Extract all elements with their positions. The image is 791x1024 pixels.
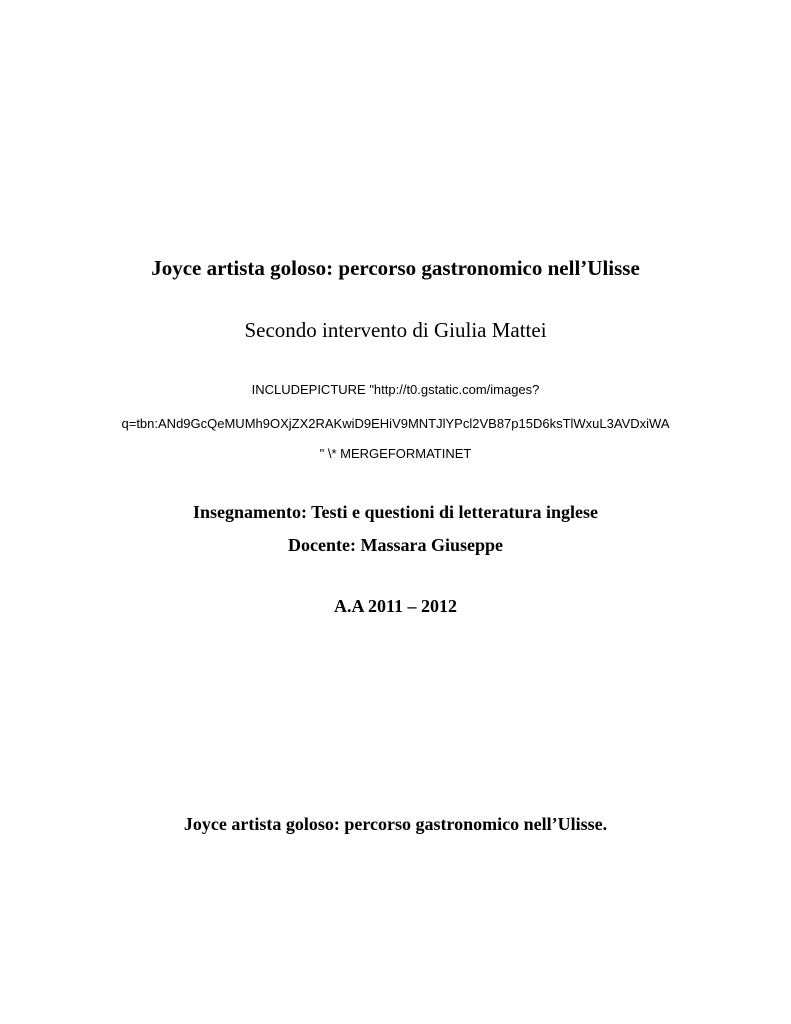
academic-year: A.A 2011 – 2012	[333, 596, 457, 616]
field-code-line-3: " \* MERGEFORMATINET	[319, 446, 472, 461]
section-heading: Joyce artista goloso: percorso gastronomico nell’Ulisse.	[183, 814, 608, 834]
field-code-line-1: INCLUDEPICTURE "http://t0.gstatic.com/images?	[251, 382, 540, 397]
course-name: Insegnamento: Testi e questioni di letteratura inglese	[193, 502, 598, 522]
document-title: Joyce artista goloso: percorso gastronomico nell’Ulisse	[151, 256, 640, 280]
field-code-line-2: q=tbn:ANd9GcQeMUMh9OXjZX2RAKwiD9EHiV9MNTJlYPcl2VB87p15D6ksTlWxuL3AVDxiWA	[121, 416, 670, 431]
document-subtitle: Secondo intervento di Giulia Mattei	[244, 318, 547, 342]
teacher-name: Docente: Massara Giuseppe	[288, 535, 503, 555]
